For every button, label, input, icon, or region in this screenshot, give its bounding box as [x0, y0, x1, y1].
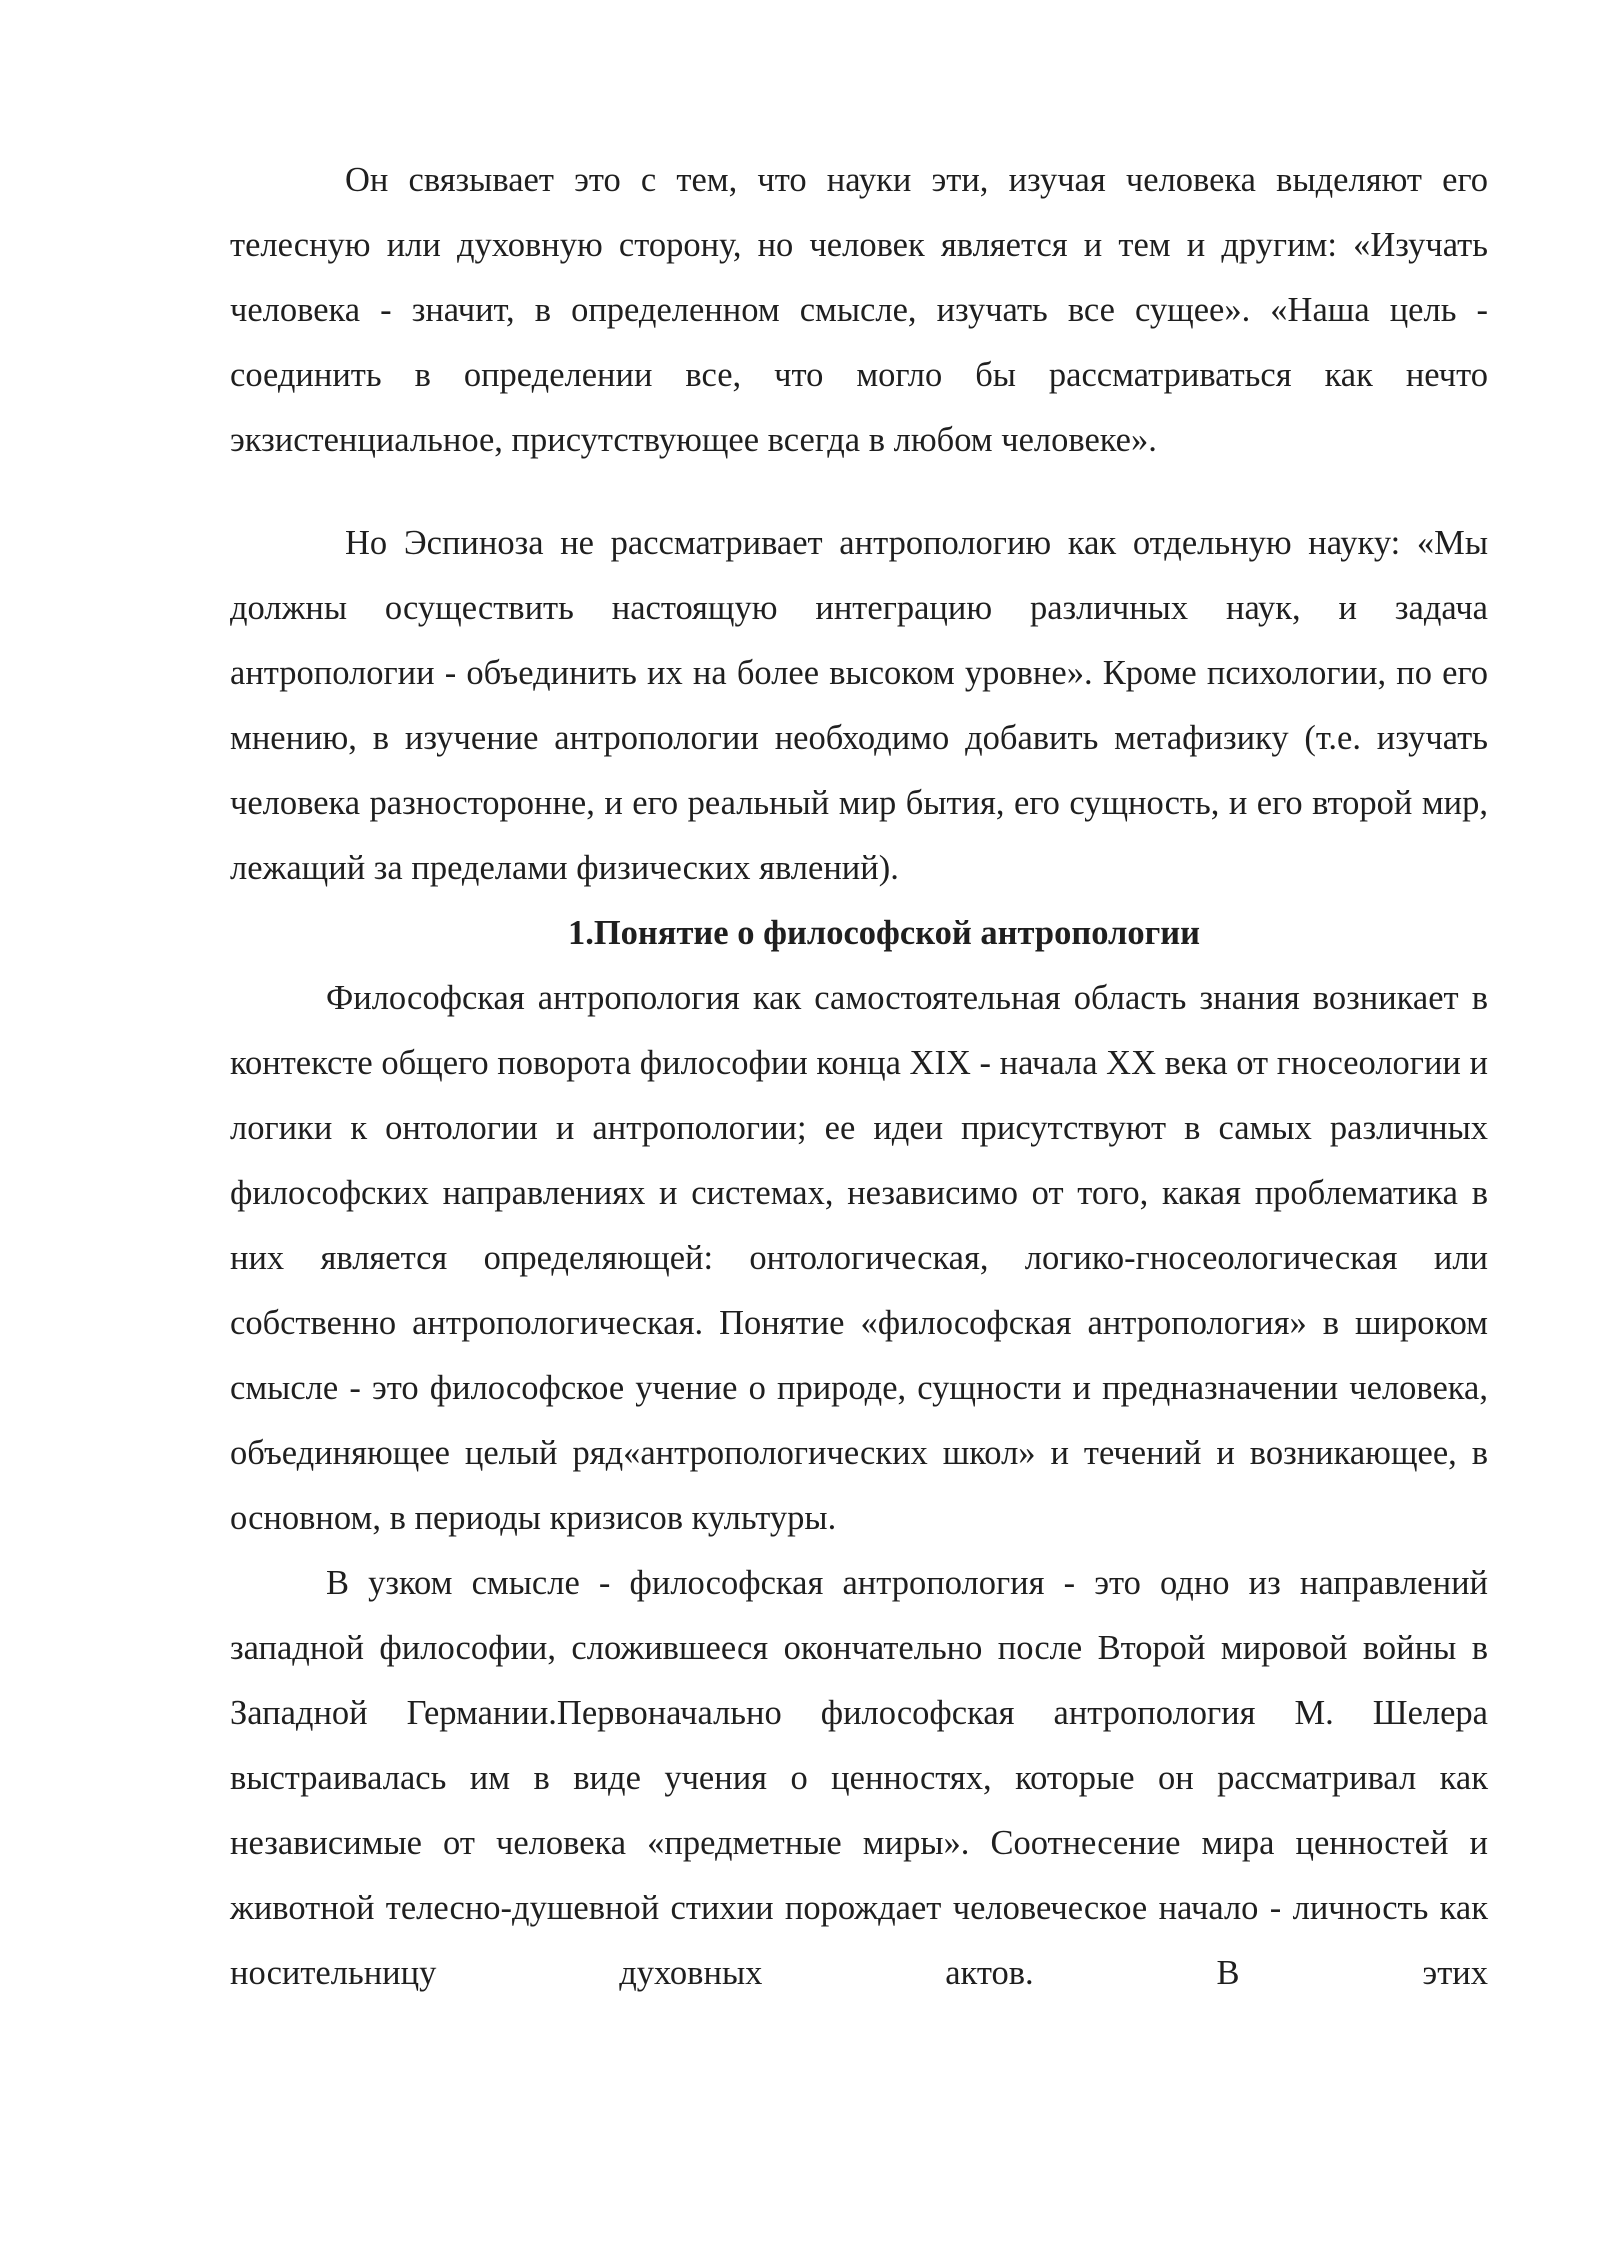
- document-body: [230, 148, 1488, 2006]
- paragraph-intro-1: Он связывает это с тем, что науки эти, изучая человека выделяют его телесную или духовную сторону, но человек является и тем и другим: «Изучать человека - значит, в определенном смысле, изучать все сущее». «Наша цель - соединить в определении все, что могло бы рассматриваться как нечто экзистенциальное, присутствующее всегда в любом человеке».: [230, 161, 1488, 459]
- section-heading: 1.Понятие о философской антропологии: [567, 914, 1201, 952]
- paragraph-section-2: В узком смысле - философская антропология - это одно из направлений западной философии, сложившееся окончательно после Второй мировой войны в Западной Германии.Первоначально философская антропология М. Шелера выстраивалась им в виде учения о ценностях, которые он рассматривал как независимые от человека «предметные миры». Соотнесение мира ценностей и животной телесно-душевной стихии порождает человеческое начало - личность как носительницу духовных актов. В этих: [230, 1564, 1488, 1992]
- paragraph-spacer: [230, 473, 1488, 511]
- paragraph-intro-2: Но Эспиноза не рассматривает антропологию как отдельную науку: «Мы должны осуществить настоящую интеграцию различных наук, и задача антропологии - объединить их на более высоком уровне». Кроме психологии, по его мнению, в изучение антропологии необходимо добавить метафизику (т.е. изучать человека разносторонне, и его реальный мир бытия, его сущность, и его второй мир, лежащий за пределами физических явлений).: [230, 524, 1488, 887]
- paragraph-section-1: Философская антропология как самостоятельная область знания возникает в контексте общего поворота философии конца XIX - начала XX века от гносеологии и логики к онтологии и антропологии; ее идеи присутствуют в самых различных философских направлениях и системах, независимо от того, какая проблематика в них является определяющей: онтологическая, логико-гносеологическая или собственно антропологическая. Понятие «философская антропология» в широком смысле - это философское учение о природе, сущности и предназначении человека, объединяющее целый ряд«антропологических школ» и течений и возникающее, в основном, в периоды кризисов культуры.: [230, 979, 1488, 1537]
